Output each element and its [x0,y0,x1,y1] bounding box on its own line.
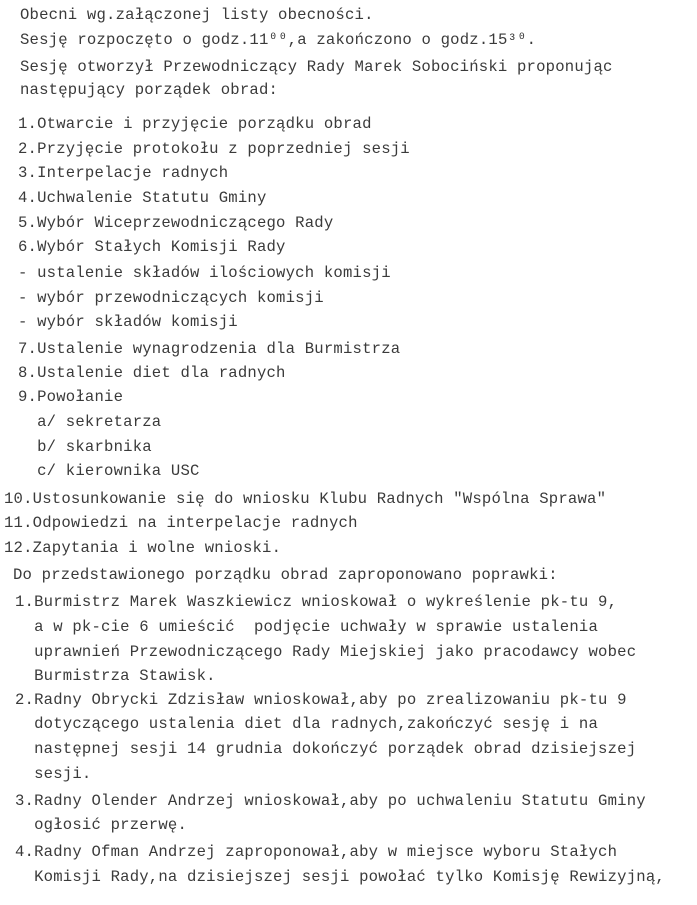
agenda-item: 5.Wybór Wiceprzewodniczącego Rady [18,214,334,232]
agenda-item: 11.Odpowiedzi na interpelacje radnych [4,514,358,532]
amendment-line: 4.Radny Ofman Andrzej zaproponował,aby w miejsce wyboru Stałych [15,843,618,861]
intro-line-1: Obecni wg.załączonej listy obecności. [20,6,374,24]
agenda-item: 3.Interpelacje radnych [18,164,229,182]
agenda-item: 8.Ustalenie diet dla radnych [18,364,286,382]
amendment-line: ogłosić przerwę. [15,816,188,834]
amendment-line: dotyczącego ustalenia diet dla radnych,zakończyć sesję i na [15,715,599,733]
agenda-subitem: - wybór przewodniczących komisji [18,289,324,307]
amendment-line: uprawnień Przewodniczącego Rady Miejskiej jako pracodawcy wobec [15,643,637,661]
amendment-line: następnej sesji 14 grudnia dokończyć porządek obrad dzisiejszej [15,740,637,758]
agenda-subitem: b/ skarbnika [18,438,152,456]
agenda-item: 1.Otwarcie i przyjęcie porządku obrad [18,115,372,133]
agenda-subitem: c/ kierownika USC [18,462,200,480]
intro-line-2: Sesję rozpoczęto o godz.11⁰⁰,a zakończono o godz.15³⁰. [20,31,537,49]
amendment-line: 3.Radny Olender Andrzej wnioskował,aby po uchwaleniu Statutu Gminy [15,792,646,810]
amendment-line: sesji. [15,765,92,783]
amendments-intro: Do przedstawionego porządku obrad zaproponowano poprawki: [13,566,558,584]
agenda-item: 2.Przyjęcie protokołu z poprzedniej sesji [18,140,410,158]
amendment-line: a w pk-cie 6 umieścić podjęcie uchwały w sprawie ustalenia [15,618,599,636]
intro-line-4: następujący porządek obrad: [20,81,279,99]
agenda-subitem: a/ sekretarza [18,413,162,431]
agenda-item: 12.Zapytania i wolne wnioski. [4,539,282,557]
agenda-item: 9.Powołanie [18,388,124,406]
agenda-item: 7.Ustalenie wynagrodzenia dla Burmistrza [18,340,401,358]
amendment-line: Burmistrza Stawisk. [15,667,216,685]
amendment-line: 1.Burmistrz Marek Waszkiewicz wnioskował o wykreślenie pk-tu 9, [15,593,618,611]
agenda-item: 4.Uchwalenie Statutu Gminy [18,189,267,207]
agenda-subitem: - ustalenie składów ilościowych komisji [18,264,391,282]
amendment-line: 2.Radny Obrycki Zdzisław wnioskował,aby po zrealizowaniu pk-tu 9 [15,691,627,709]
amendment-line: Komisji Rady,na dzisiejszej sesji powołać tylko Komisję Rewizyjną, [15,868,665,886]
agenda-subitem: - wybór składów komisji [18,313,238,331]
intro-line-3: Sesję otworzył Przewodniczący Rady Marek Sobociński proponując [20,58,613,76]
agenda-item: 10.Ustosunkowanie się do wniosku Klubu Radnych "Wspólna Sprawa" [4,490,607,508]
agenda-item: 6.Wybór Stałych Komisji Rady [18,238,286,256]
